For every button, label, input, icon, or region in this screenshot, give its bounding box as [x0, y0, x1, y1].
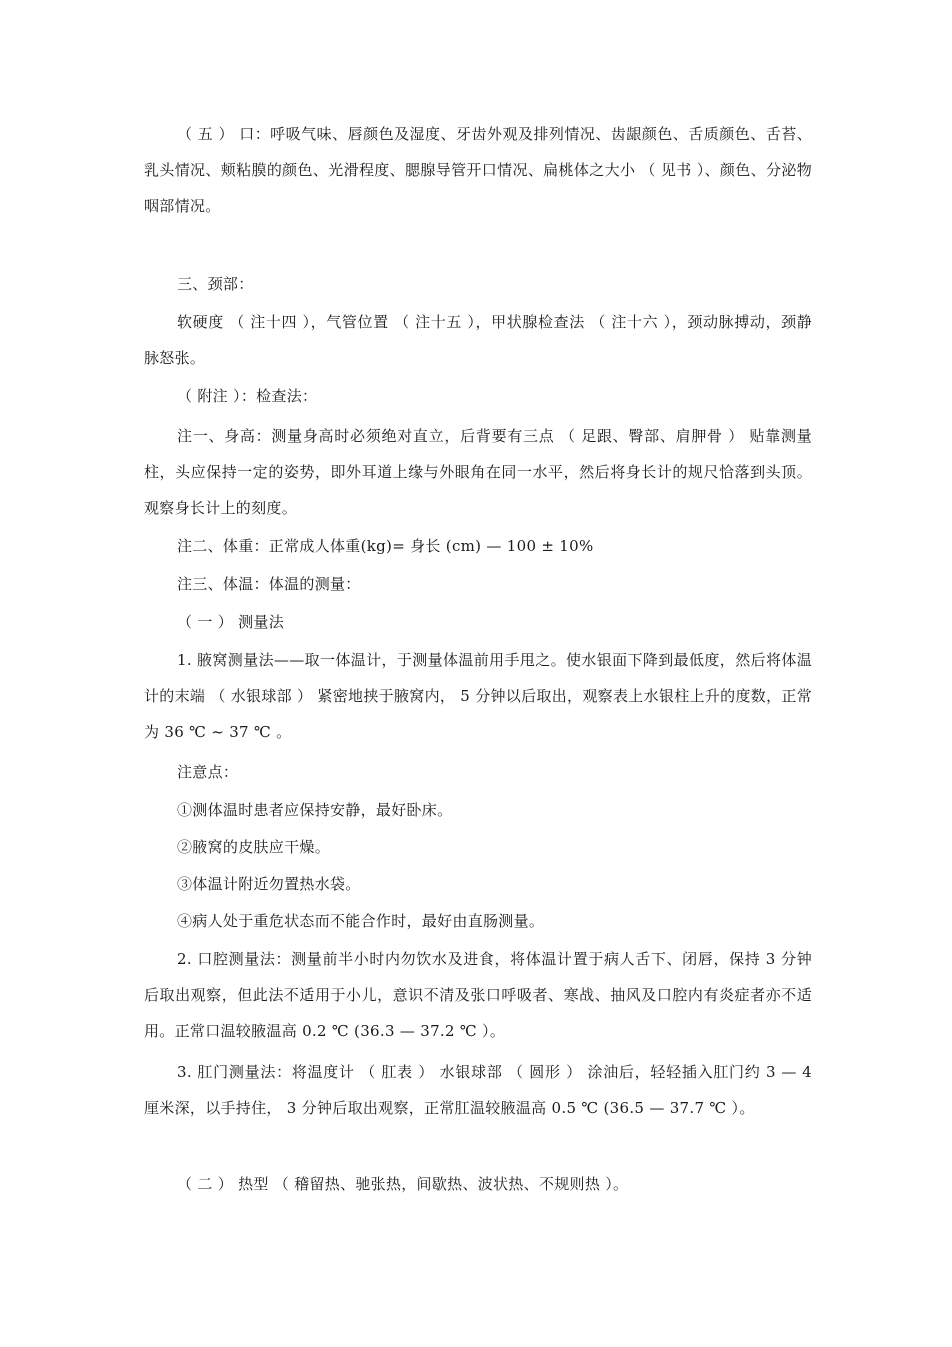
paragraph-note-temperature: 注三、体温：体温的测量： [177, 575, 361, 593]
paragraph-attention-heading: 注意点： [177, 763, 239, 781]
section-heading-neck: 三、颈部： [177, 275, 254, 293]
paragraph-mouth: （ 五 ） 口：呼吸气味、唇颜色及湿度、牙齿外观及排列情况、齿龈颜色、舌质颜色、舌苔、乳头情况、颊粘膜的颜色、光滑程度、腮腺导管开口情况、扁桃体之大小 （ 见书 ）、颜色、分泌物咽部情况。 [144, 125, 812, 215]
paragraph-appendix-heading: （ 附注 ）：检查法： [177, 387, 318, 405]
list-item-attention-2: ②腋窝的皮肤应干燥。 [177, 838, 331, 856]
paragraph-axillary-method: 1. 腋窝测量法——取一体温计，于测量体温前用手甩之。使水银面下降到最低度，然后将体温计的末端 （ 水银球部 ） 紧密地挟于腋窝内， 5 分钟以后取出，观察表上水银柱上升的度数，正常为 36 ℃ ~ 37 ℃ 。 [144, 651, 812, 741]
paragraph-measurement-method: （ 一 ） 测量法 [177, 613, 285, 631]
paragraph-oral-method: 2. 口腔测量法：测量前半小时内勿饮水及进食，将体温计置于病人舌下、闭唇，保持 3 分钟后取出观察，但此法不适用于小儿，意识不清及张口呼吸者、寒战、抽风及口腔内有炎症者亦不适用。正常口温较腋温高 0.2 ℃ (36.3 — 37.2 ℃ ）。 [144, 950, 812, 1040]
paragraph-neck-items: 软硬度 （ 注十四 ），气管位置 （ 注十五 ），甲状腺检查法 （ 注十六 ），颈动脉搏动，颈静脉怒张。 [144, 313, 812, 367]
paragraph-note-height: 注一、身高：测量身高时必须绝对直立，后背要有三点 （ 足跟、臀部、肩胛骨 ） 贴靠测量柱，头应保持一定的姿势，即外耳道上缘与外眼角在同一水平，然后将身长计的规尺恰落到头顶。观察身长计上的刻度。 [144, 427, 812, 517]
paragraph-fever-types: （ 二 ） 热型 （ 稽留热、驰张热，间歇热、波状热、不规则热 ）。 [177, 1175, 629, 1193]
list-item-attention-4: ④病人处于重危状态而不能合作时，最好由直肠测量。 [177, 912, 545, 930]
paragraph-rectal-method: 3. 肛门测量法：将温度计 （ 肛表 ） 水银球部 （ 圆形 ） 涂油后，轻轻插入肛门约 3 — 4 厘米深，以手持住， 3 分钟后取出观察，正常肛温较腋温高 0.5 ℃ (36.5 — 37.7 ℃ ）。 [144, 1063, 812, 1117]
list-item-attention-1: ①测体温时患者应保持安静，最好卧床。 [177, 801, 453, 819]
paragraph-note-weight: 注二、体重：正常成人体重(kg)= 身长 (cm) — 100 ± 10% [177, 537, 594, 555]
list-item-attention-3: ③体温计附近勿置热水袋。 [177, 875, 361, 893]
